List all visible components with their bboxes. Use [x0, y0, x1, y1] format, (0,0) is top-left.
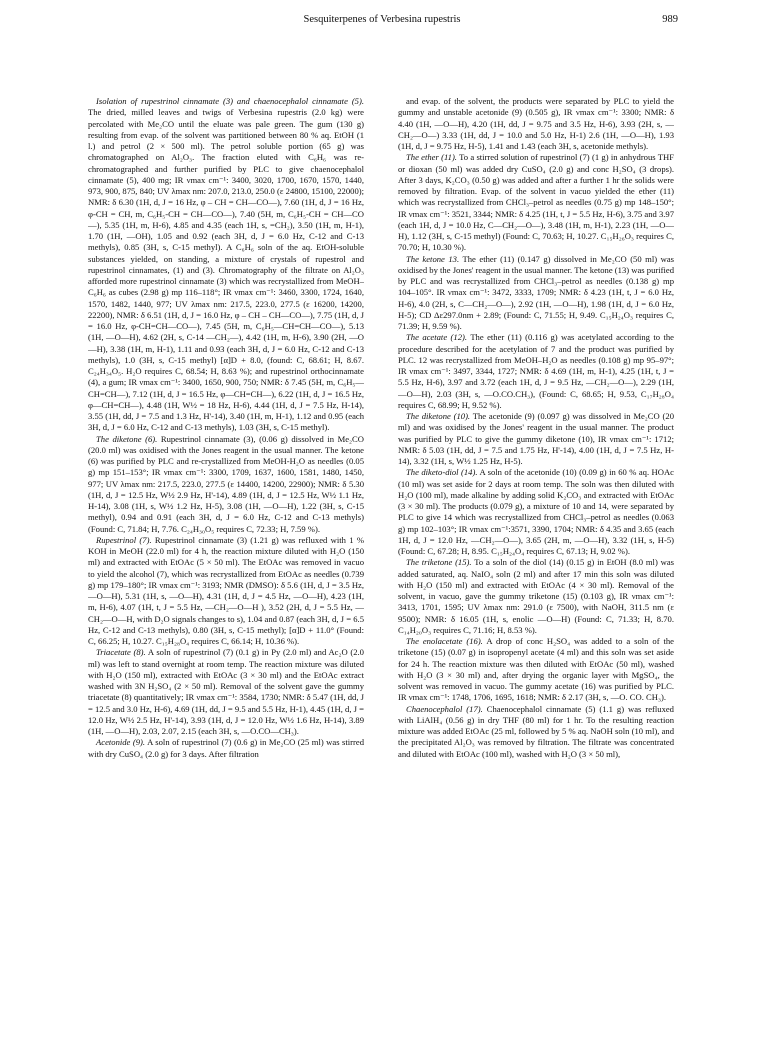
paragraph-heading: Rupestrinol (7). — [96, 534, 152, 545]
paragraph-text: To a soln of the diol (14) (0.15 g) in EtOH (8.0 ml) was added saturated, aq. NaIO₄ soln (2 ml) and after 17 min this soln was diluted with H₂O (150 ml) and extracted with EtOAc (4 × 30 ml). Removal of the solvent, in vacuo, gave the gummy triketone (15) (0.103 g), IR νmax cm⁻¹: 3413, 1701, 1595; UV λmax nm: 291.0 (ε 7500), with NaOH, 311.5 nm (ε 9500); NMR: δ 16.05 (1H, s, enolic —O—H) (Found: C, 71.33; H, 8.70. C₁₄H₂₀O₃ requires C, 71.16; H, 8.53 %). — [398, 557, 674, 635]
paragraph — [398, 152, 674, 253]
paragraph-text: The ether (11) (0.116 g) was acetylated according to the procedure described for the acetylation of 7 and the product was purified by PLC. 12 was recrystallized from MeOH–H₂O as needles (0.108 g) mp 95–97°; IR νmax cm⁻¹: 3497, 3344, 1727; NMR: δ 4.69 (1H, m, H-1), 4.25 (1H, t, J = 5.5 Hz, H-6), 3.97 and 3.72 (each 1H, d, J = 9.5 Hz, —CH₂—O—), 2.29 (1H, —O—H), 2.03 (3H, s, —O.CO.CH₃), (Found: C, 68.65; H, 9.53, C₁₇H₂₈O₄ requires C, 68.99; H, 9.52 %). — [398, 332, 674, 410]
paragraph-heading: The ketone 13. — [406, 253, 460, 264]
paragraph — [88, 96, 364, 434]
paragraph — [88, 535, 364, 648]
paragraph-text: Rupestrinol cinnamate (3), (0.06 g) dissolved in Me₂CO (20.0 ml) was oxidised with the Jones reagent in the usual manner. The ketone (6) was purified by PLC and re-crystallized from MeOH-H₂O as needles (0.05 g) mp 151–153°; IR νmax cm⁻¹: 3300, 1709, 1637, 1600, 1581, 1480, 1450, 977; UV λmax nm: 217.5, 223.0, 277.5 (ε 14400, 14200, 22900); NMR: δ 5.30 (1H, d, J = 12.5 Hz, W½ 2.9 Hz, H'-14), 4.89 (1H, d, J = 12.5 Hz, W½ 1.1 Hz, H-14), 3.08 (1H, s, W½ 1.2 Hz, H-5), 3.08 (1H, —O—H), 1.22 (3H, s, C-15 methyl), 0.94 and 0.91 (each 3H, d, J = 6.0 Hz, C-12 and C-13 methyls) (Found: C, 71.84; H, 7.76. C₂₄H₃₀O₅ requires C, 72.33; H, 7.59 %). — [88, 433, 364, 534]
paragraph — [88, 737, 364, 760]
paragraph-heading: The diketo-diol (14). — [406, 467, 478, 478]
paragraph-text: The dried, milled leaves and twigs of Verbesina rupestris (2.0 kg) were percolated with Me₂CO until the eluate was pale green. The gum (130 g) resulting from evap. of the solvent was partitioned between 80 % aq. EtOH (1 l.) and petrol (2 × 500 ml). The petrol soluble portion (65 g) was chromatographed on Al₂O₃. The fraction eluted with C₆H₆ was re-chromatographed and further purified by PLC to give chaenocephalol cinnamate (5), 400 mg; IR νmax cm⁻¹: 3400, 3020, 1700, 1670, 1570, 1440, 973, 900, 875, 840; UV λmax nm: 207.0, 213.0, 250.0 (ε 24800, 15100, 22000); NMR: δ 6.30 (1H, d, J = 16 Hz, φ – CH = CH—CO—), 7.60 (1H, d, J = 16 Hz, φ-CH = CH, m, C₆H₅-CH = CH—CO—), 7.40 (5H, m, C₆H₅-CH = CH—CO—), 5.35 (1H, m, H-6), 4.85 and 4.35 (each 1H, s, =CH₂), 3.50 (1H, m, H-1), 1.70 (1H, —OH), 1.05 and 0.92 (each 3H, d, J = 6.0 Hz, C-12 and C-13 methyls), 0.85 (3H, s, C-15 methyl). A C₆H₆ soln of the aq. EtOH-soluble substances yielded, on standing, a mixture of crystals of rupestrol and rupestrinol cinnamates, (1) and (3). Chromatography of the filtrate on Al₂O₃ afforded more rupestrinol cinnamate (3) which was recrystallized from MeOH–C₆H₆ as cubes (2.98 g) mp 116–118°; IR νmax cm⁻¹: 3460, 3300, 1724, 1640, 1570, 1482, 1440, 977; UV λmax nm: 217.5, 223.0, 277.5 (ε 16200, 14200, 22200), NMR: δ 6.51 (1H, d, J = 16.0 Hz, φ – CH – CH—CO—), 7.75 (1H, d, J = 16.0 Hz, φ-CH=CH—CO—), 7.45 (5H, m, C₆H₅—CH=CH—CO—), 5.13 (1H, —O—H), 4.62 (2H, s, C-14 —CH₂—), 4.42 (1H, m, H-6), 3.90 (2H, —O—H), 3.38 (1H, m, H-1), 1.11 and 0.93 (each 3H, d, J = 6.0 Hz, C-12 and C-13 methyls), 1.0 (3H, s, C-15 methyl) [α]D + 8.0, (found: C, 68.61; H, 8.67. C₂₄H₃₄O₅. H₂O requires C, 68.54; H, 8.63 %); and rupestrinol orthocinnamate (4), a gum; IR νmax cm⁻¹: 3400, 1650, 900, 750; NMR: δ 7.45 (5H, m, C₆H₅—CH=CH—), 7.12 (1H, d, J = 16.5 Hz, φ—CH=CH—), 6.22 (1H, d, J = 16.5 Hz, φ—CH=CH—), 4.48 (1H, W½ = 18 Hz, H-6), 4.44 (1H, d, J = 7.5 Hz, H-14), 3.55 (1H, dd, J = 7.5 and 1.3 Hz, H'-14), 3.40 (1H, m, H-1), 1.12 and 0.95 (each 3H, d, J = 6.0 Hz, C-12 and C-13 methyls), 1.03 (3H, s, C-15 methyl). — [88, 107, 364, 433]
paragraph-text: and evap. of the solvent, the products were separated by PLC to yield the gummy and unstable acetonide (9) (0.505 g), IR νmax cm⁻¹: 3300; NMR: δ 4.40 (1H, —O—H), 4.20 (1H, dd, J = 9.75 and 3.5 Hz, H-6), 3.93 (2H, s, —CH₂—O—) 3.33 (1H, dd, J = 10.0 and 5.0 Hz, H-1) 2.6 (1H, —O—H), 1.93 (1H, d, J = 9.75 Hz, H-5), 1.41 and 1.43 (each 3H, s, acetonide methyls). — [398, 96, 674, 151]
running-title: Sesquiterpenes of Verbesina rupestris — [303, 14, 461, 25]
paragraph-heading: Triacetate (8). — [96, 647, 146, 658]
paragraph — [88, 434, 364, 535]
paragraph-text: The ether (11) (0.147 g) dissolved in Me₂CO (50 ml) was oxidised by the Jones' reagent in the usual manner. The ketone (13) was purified by PLC and was recrystallized from CHCl₃–petrol as needles (0.138 g) mp 104–105°. IR νmax cm⁻¹: 3472, 3333, 1709; NMR: δ 4.23 (1H, t, J = 6.0 Hz, H-6), 4.0 (2H, s, C—CH₂—O—), 2.92 (1H, —O—H), 1.98 (1H, d, J = 6.0 Hz, H-5); CD Δε297.0nm + 2.89; (Found: C, 71.55; H, 9.49. C₁₅H₂₄O₃ requires C, 71.39; H, 9.59 %). — [398, 253, 674, 331]
paragraph — [398, 332, 674, 411]
paragraph — [398, 557, 674, 636]
right-column — [398, 96, 674, 1036]
paragraph-text: To a stirred solution of rupestrinol (7) (1 g) in anhydrous THF or dioxan (50 ml) was added dry CuSO₄ (2.0 g) and conc H₂SO₄ (3 drops). After 3 days, K₂CO₃ (0.50 g) was added and after a further 1 hr the solids were removed by filtration. Evap. of the solvent in vacuo yielded the ether (11) which was recrystallized from CHCl₃–petrol as needles (0.75 g) mp 148–150°; IR νmax cm⁻¹: 3521, 3344; NMR: δ 4.25 (1H, t, J = 5.5 Hz, H-6), 3.75 and 3.97 (each 1H, d, J = 10.0 Hz, C—CH₂—O—), 3.48 (1H, m, H-1), 2.23 (1H, —O—H), 1.12 (3H, s, C-15 methyl) (Found: C, 70.63; H, 10.27. C₁₅H₂₆O₃ requires C, 70.70; H, 10.30 %). — [398, 152, 674, 253]
paragraph — [398, 254, 674, 333]
page-number: 989 — [662, 14, 678, 25]
left-column — [88, 96, 364, 1036]
paragraph-heading: The enolacetate (16). — [406, 636, 483, 646]
paragraph-heading: Acetonide (9). — [96, 737, 146, 748]
paragraph — [88, 647, 364, 737]
paragraph-heading: The acetate (12). — [406, 332, 468, 343]
paragraph-heading: The diketone (10). — [406, 411, 471, 421]
paragraph-heading: The triketone (15). — [406, 557, 472, 568]
paragraph-heading: Isolation of rupestrinol cinnamate (3) and chaenocephalol cinnamate (5). — [96, 96, 364, 106]
paragraph-text: A soln of rupestrinol (7) (0.1 g) in Py (2.0 ml) and Ac₂O (2.0 ml) was left to stand overnight at room temp. The reaction mixture was diluted with H₂O (150 ml), extracted with EtOAc (3 × 30 ml) and the EtOAc extract washed with 3N H₂SO₄ (2 × 50 ml). Removal of the solvent gave the gummy triacetate (8) quantitatively; IR νmax cm⁻¹: 3584, 1730; NMR: δ 5.47 (1H, dd, J = 12.5 and 3.0 Hz, H-6), 4.69 (1H, dd, J = 9.5 and 5.5 Hz, H-1), 4.45 (1H, d, J = 12.0 Hz, W½ 2.5 Hz, H'-14), 3.93 (1H, d, J = 12.0 Hz, W½ 1.6 Hz, H-14), 3.89 (1H, —O—H), 2.03, 2.07, 2.15 (each 3H, s, —O.CO—CH₃). — [88, 647, 364, 736]
paragraph — [398, 96, 674, 152]
paragraph-text: Chaenocephalol cinnamate (5) (1.1 g) was refluxed with LiAlH₄ (0.56 g) in dry THF (80 ml) for 1 hr. To the resulting reaction mixture was added EtOAc (25 ml, followed by 5 % aq. NaOH soln (10 ml), and the precipitated Al₂O₃ was removed by filtration. The filtrate was concentrated and diluted with EtOAc (100 ml), washed with H₂O (3 × 50 ml), — [398, 703, 674, 759]
paragraph-text: The acetonide (9) (0.097 g) was dissolved in Me₂CO (20 ml) and was oxidised by the Jones' reagent in the usual manner. The product was purified by PLC to give the gummy diketone (10), IR νmax cm⁻¹: 1712; NMR: δ 5.03 (1H, dd, J = 7.5 and 1.75 Hz, H'-14), 4.00 (1H, d, J = 7.5 Hz, H-14), 3.32 (1H, s, W½ 1.25 Hz, H-5). — [398, 411, 674, 466]
paragraph-heading: The diketone (6). — [96, 433, 158, 444]
paragraph-heading: Chaenocephalol (17). — [406, 703, 483, 714]
paragraph — [398, 467, 674, 557]
paragraph-text: A soln of the acetonide (10) (0.09 g) in 60 % aq. HOAc (10 ml) was set aside for 2 days at room temp. The soln was then diluted with H₂O (100 ml), made alkaline by adding solid K₂CO₃ and extracted with EtOAc (3 × 30 ml). The products (0.079 g), a mixture of 10 and 14, were separated by PLC to give 14 which was recrystallized from CHCl₃–petrol as needles (0.063 g) mp 102–103°; IR νmax cm⁻¹:3571, 3390, 1704; NMR: δ 4.35 and 3.65 (each 1H, d, J = 12.0 Hz, —CH₂—O—), 3.65 (2H, m, —O—H), 3.32 (1H, s, H-5) (Found: C, 67.28; H, 8.95. C₁₅H₂₄O₄ requires C, 67.13; H, 9.02 %). — [398, 467, 674, 556]
paragraph — [398, 411, 674, 467]
paragraph-text: Rupestrinol cinnamate (3) (1.21 g) was refluxed with 1 % KOH in MeOH (22.0 ml) for 4 h, the reaction mixture diluted with H₂O (150 ml) and extracted with EtOAc (5 × 50 ml). The EtOAc was removed in vacuo to yield the alcohol (7), which was recrystallized from EtOAc as needles (0.739 g) mp 179–180°; IR νmax cm⁻¹: 3193; NMR (DMSO): δ 5.6 (1H, d, J = 3.5 Hz, —O—H), 5.31 (1H, s, —O—H), 4.31 (1H, d, J = 4.5 Hz, —O—H), 4.23 (1H, m, H-6), 4.07 (1H, t, J = 5.5 Hz, —CH₂—O—H ), 3.52 (2H, d, J = 5.5 Hz, —CH₂—O—H, with D₂O signals changes to s), 1.04 and 0.87 (each 3H, d, J = 6.5 Hz, C-12 and C-13 methyls), 0.80 (3H, s, C-15 methyl); [α]D + 11.0° (Found: C, 66.25; H, 10.27. C₁₅H₂₈O₄ requires C, 66.14; H, 10.36 %). — [88, 534, 364, 646]
paragraph — [398, 636, 674, 704]
page-header — [86, 14, 678, 30]
paragraph — [398, 704, 674, 760]
paragraph-text: A soln of rupestrinol (7) (0.6 g) in Me₂CO (25 ml) was stirred with dry CuSO₄ (2.0 g) for 3 days. After filtration — [88, 737, 364, 759]
paragraph-text: A drop of conc H₂SO₄ was added to a soln of the triketone (15) (0.07 g) in isopropenyl acetate (4 ml) and this soln was set aside for 24 h. The reaction mixture was then diluted with EtOAc (50 ml), washed with H₂O (3 × 30 ml) and, after drying the organic layer with MgSO₄, the solvent was removed in vacuo. The gummy acetate (16) was purified by PLC. IR νmax cm⁻¹: 1748, 1706, 1695, 1618; NMR: δ 2.17 (3H, s, —O. CO. CH₃). — [398, 636, 674, 703]
paragraph-heading: The ether (11). — [406, 152, 457, 163]
